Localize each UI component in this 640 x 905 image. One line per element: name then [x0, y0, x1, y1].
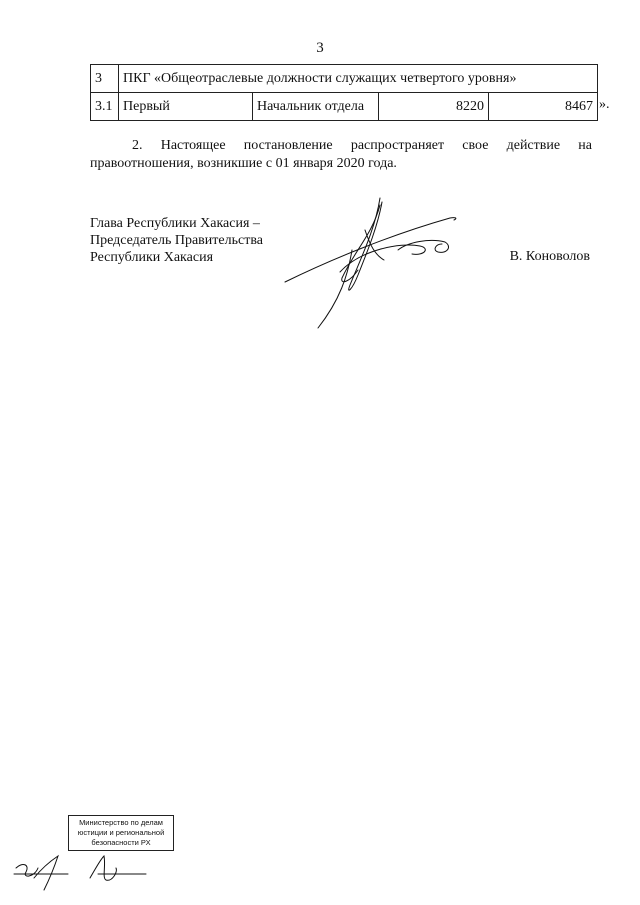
stamp-line: безопасности РХ: [91, 838, 151, 847]
handwritten-initials: [8, 838, 148, 898]
signer-title: [90, 215, 263, 266]
row-code: 3: [91, 65, 119, 93]
signer-title-line: Глава Республики Хакасия –: [90, 216, 260, 231]
position-name: Начальник отдела: [253, 93, 379, 121]
closing-quote: ».: [599, 97, 610, 112]
qualification-level: Первый: [119, 93, 253, 121]
handwritten-signature: [280, 190, 480, 330]
signer-name: В. Коноволов: [509, 249, 590, 264]
group-title: ПКГ «Общеотраслевые должности служащих четвертого уровня»: [119, 65, 598, 93]
stamp-line: Министерство по делам: [79, 818, 163, 827]
signer-title-line: Председатель Правительства: [90, 233, 263, 248]
table-row: [91, 93, 598, 121]
salary-value-2: 8467: [489, 93, 598, 121]
signer-title-line: Республики Хакасия: [90, 250, 214, 265]
page-number: 3: [316, 40, 324, 56]
row-code: 3.1: [91, 93, 119, 121]
stamp-line: юстиции и региональной: [77, 828, 165, 837]
salary-table: [90, 64, 598, 121]
table-row: [91, 65, 598, 93]
salary-value-1: 8220: [379, 93, 489, 121]
effective-date-paragraph: 2. Настоящее постановление распространяет свое действие на правоотношения, возникшие с 01 января 2020 года.: [90, 138, 592, 171]
